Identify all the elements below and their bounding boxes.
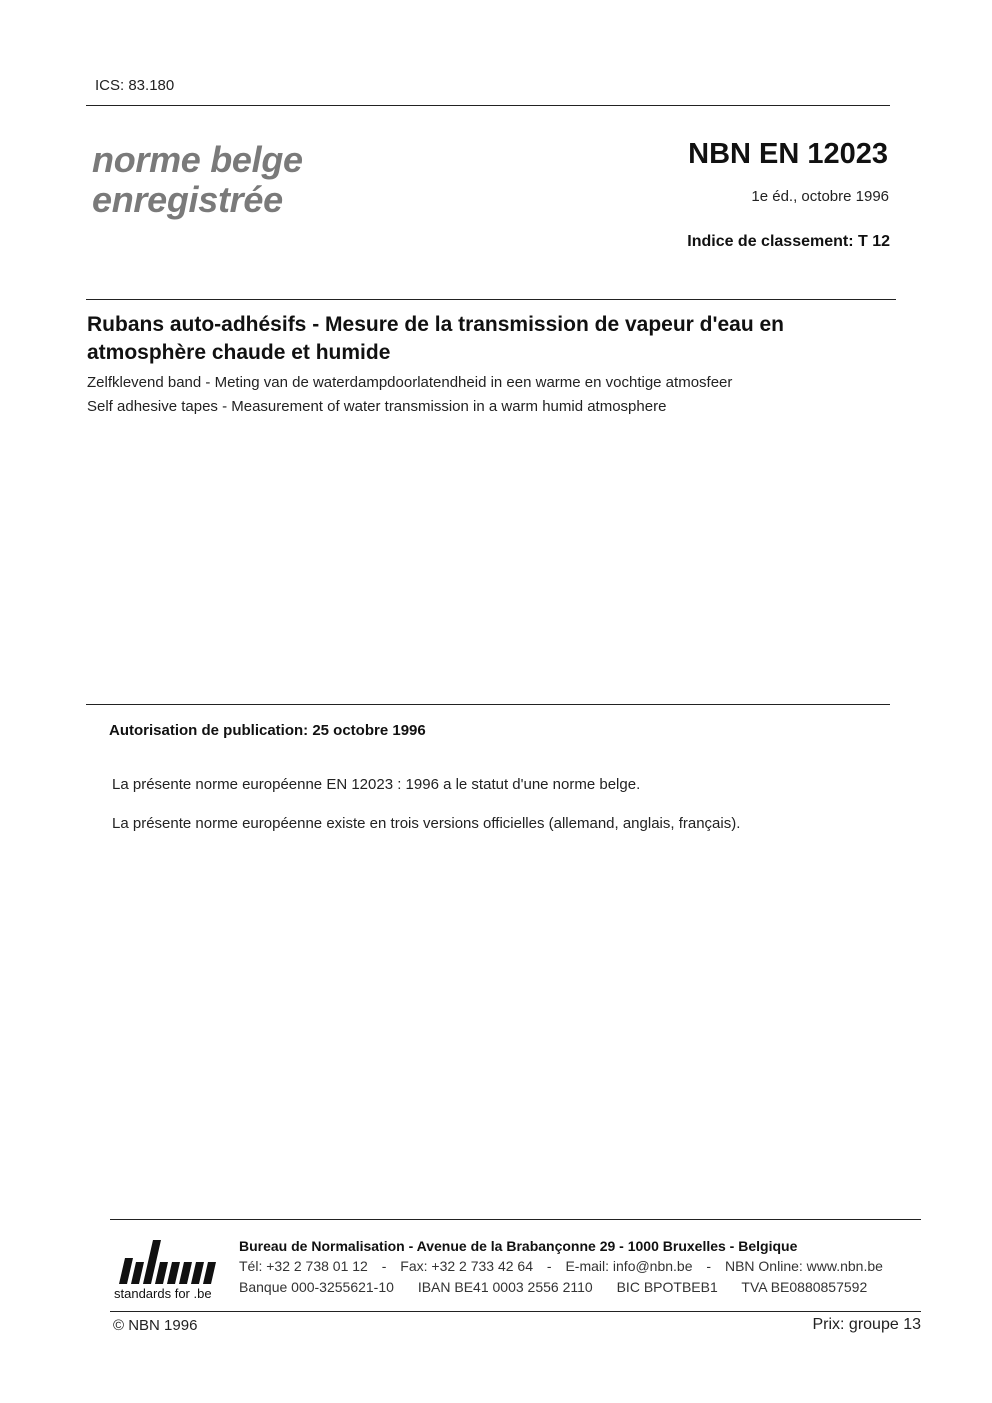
header-rule [86,105,890,106]
logo-caption: standards for .be [114,1286,212,1301]
document-title-fr: Rubans auto-adhésifs - Mesure de la transmission de vapeur d'eau en atmosphère chaude et humide [87,313,785,364]
versions-paragraph: La présente norme européenne existe en trois versions officielles (allemand, anglais, français). [112,815,741,832]
standard-number: NBN EN 12023 [688,138,888,170]
series-title [92,140,303,220]
document-title-en: Self adhesive tapes - Measurement of water transmission in a warm humid atmosphere [87,398,667,415]
footer-fax: Fax: +32 2 733 42 64 [400,1258,533,1274]
publication-authorization: Autorisation de publication: 25 octobre 1996 [109,722,426,739]
edition-date: 1e éd., octobre 1996 [751,188,889,205]
footer-contact [239,1258,883,1274]
footer-bic: BIC BPOTBEB1 [616,1279,718,1295]
footer-rule-top [110,1219,921,1220]
copyright: © NBN 1996 [113,1317,198,1334]
footer-tva: TVA BE0880857592 [741,1279,868,1295]
footer-email: E-mail: info@nbn.be [565,1258,693,1274]
footer-tel: Tél: +32 2 738 01 12 [239,1258,368,1274]
classification-index: Indice de classement: T 12 [687,233,890,250]
document-title-nl: Zelfklevend band - Meting van de waterdampdoorlatendheid in een warme en vochtige atmosfeer [87,374,733,391]
footer-online: NBN Online: www.nbn.be [724,1258,883,1274]
title-rule [86,299,896,300]
series-title-line2: enregistrée [92,179,283,220]
series-title-line1: norme belge [92,139,303,180]
footer-rule-bottom [110,1311,921,1312]
footer-bank [239,1279,867,1295]
footer-address: Bureau de Normalisation - Avenue de la Brabançonne 29 - 1000 Bruxelles - Belgique [239,1238,798,1254]
footer-sep: - [706,1258,712,1274]
ics-code: ICS: 83.180 [95,77,175,94]
footer-sep: - [381,1258,387,1274]
footer-iban: IBAN BE41 0003 2556 2110 [417,1279,593,1295]
footer-sep: - [546,1258,552,1274]
status-paragraph: La présente norme européenne EN 12023 : 1996 a le statut d'une norme belge. [112,776,641,793]
body-rule [86,704,890,705]
footer-bank-account: Banque 000-3255621-10 [239,1279,394,1295]
price-group: Prix: groupe 13 [812,1316,921,1333]
